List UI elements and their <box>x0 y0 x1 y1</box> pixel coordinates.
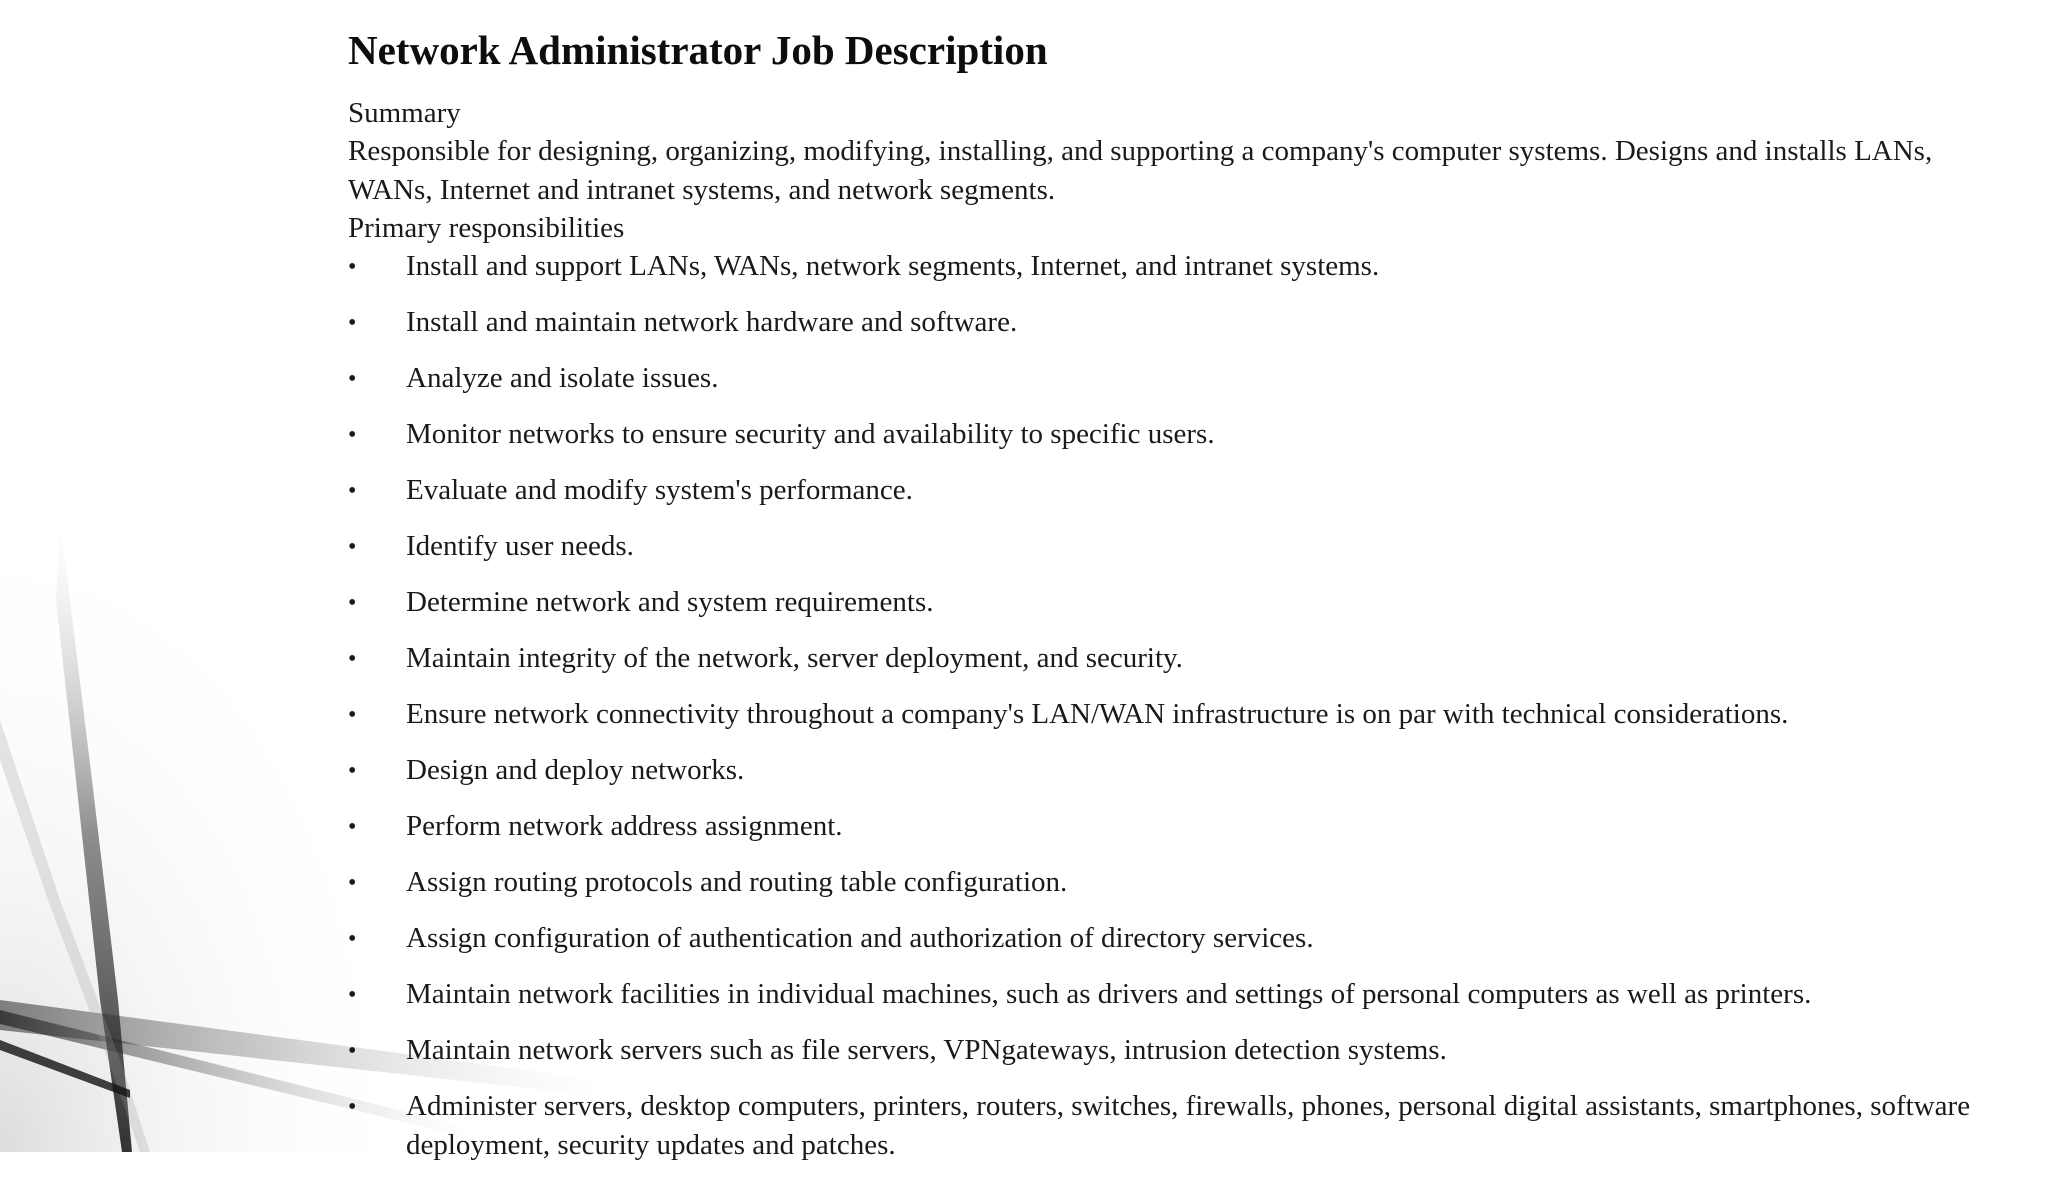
list-item: • Evaluate and modify system's performance. <box>348 471 2008 510</box>
list-item: • Design and deploy networks. <box>348 751 2008 790</box>
list-item: • Assign configuration of authentication and authorization of directory services. <box>348 919 2008 958</box>
responsibilities-list <box>348 247 2008 1164</box>
list-item: • Determine network and system requirements. <box>348 583 2008 622</box>
page-title: Network Administrator Job Description <box>348 27 1048 73</box>
list-item: • Install and support LANs, WANs, network segments, Internet, and intranet systems. <box>348 247 2008 286</box>
list-item: • Maintain network facilities in individual machines, such as drivers and settings of personal computers as well as printers. <box>348 975 2008 1014</box>
summary-heading: Summary <box>348 97 461 129</box>
summary-text: Responsible for designing, organizing, modifying, installing, and supporting a company's computer systems. Designs and installs LANs, WANs, Internet and intranet systems, and network segments. <box>348 135 1933 206</box>
list-item: • Perform network address assignment. <box>348 807 2008 846</box>
slide-content <box>348 20 2008 1182</box>
list-item: • Assign routing protocols and routing table configuration. <box>348 863 2008 902</box>
list-item: • Administer servers, desktop computers, printers, routers, switches, firewalls, phones, personal digital assistants, smartphones, software deployment, security updates and patches. <box>348 1087 2008 1164</box>
responsibilities-heading: Primary responsibilities <box>348 212 625 244</box>
list-item: • Ensure network connectivity throughout a company's LAN/WAN infrastructure is on par with technical considerations. <box>348 695 2008 734</box>
list-item: • Maintain integrity of the network, server deployment, and security. <box>348 639 2008 678</box>
list-item: • Maintain network servers such as file servers, VPNgateways, intrusion detection systems. <box>348 1031 2008 1070</box>
list-item: • Analyze and isolate issues. <box>348 359 2008 398</box>
list-item: • Install and maintain network hardware and software. <box>348 303 2008 342</box>
list-item: • Identify user needs. <box>348 527 2008 566</box>
list-item: • Monitor networks to ensure security and availability to specific users. <box>348 415 2008 454</box>
